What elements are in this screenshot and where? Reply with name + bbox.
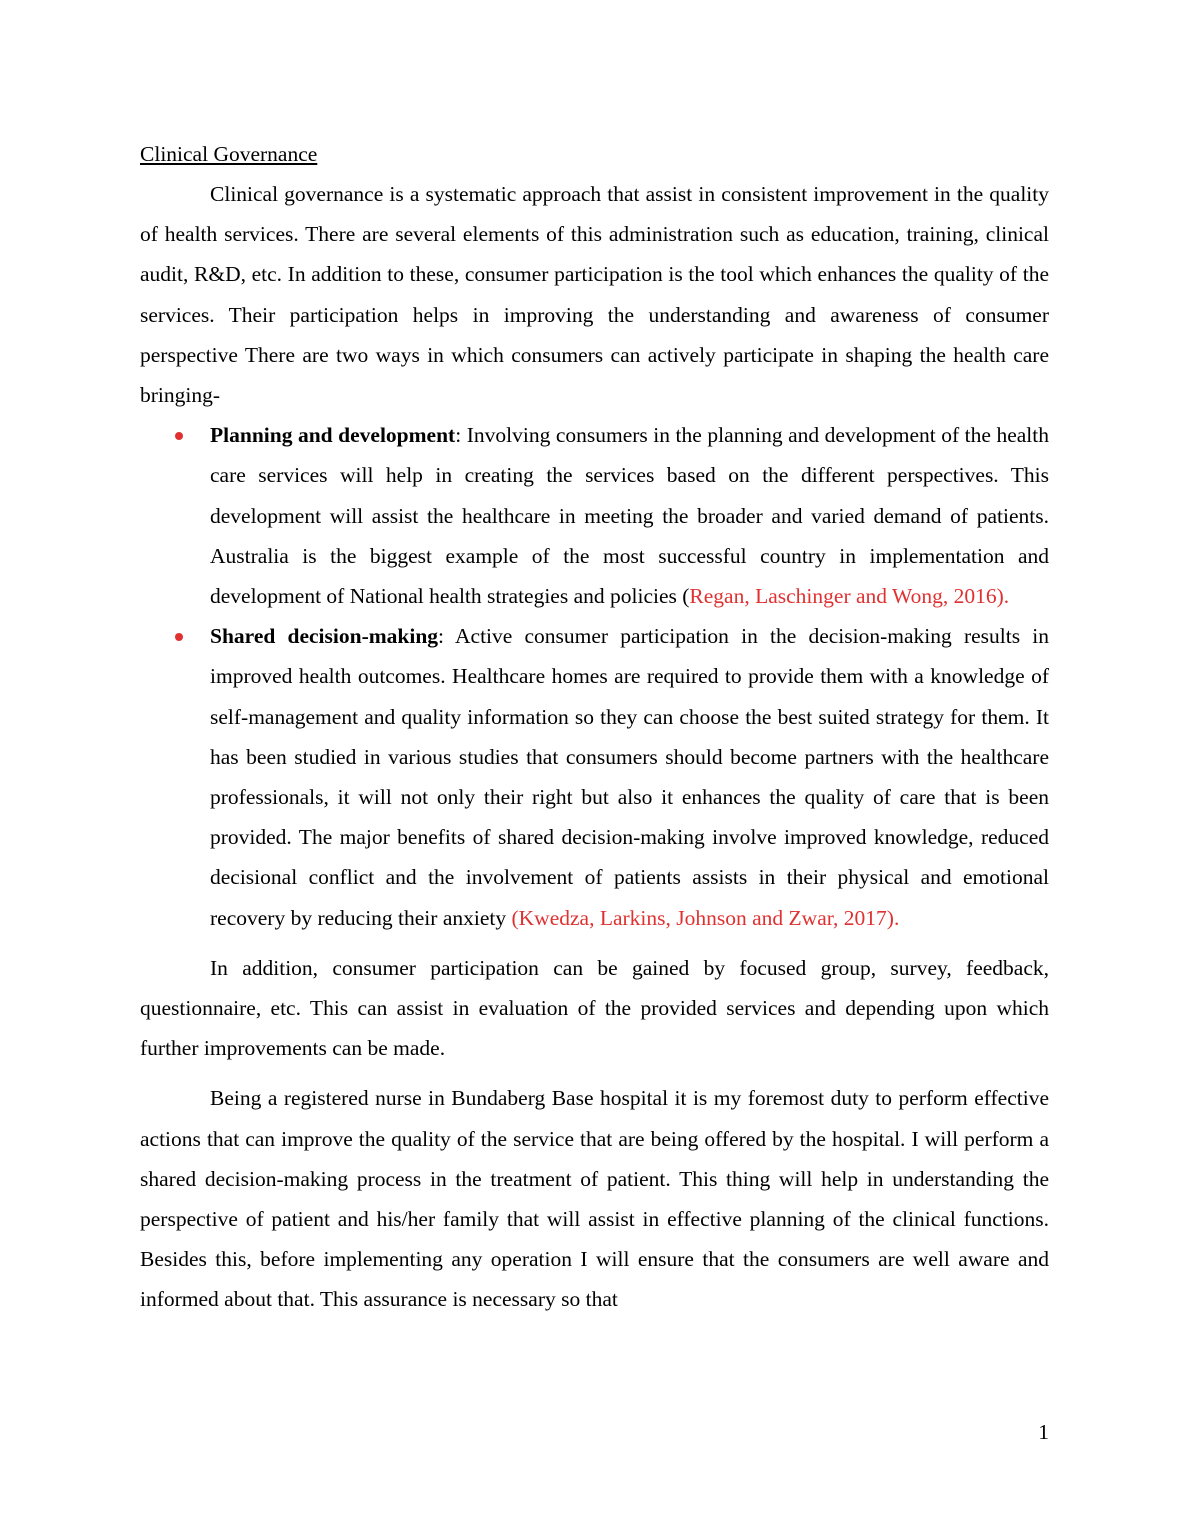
- bullet-separator: :: [438, 624, 445, 649]
- citation: Regan, Laschinger and Wong, 2016).: [689, 584, 1010, 609]
- section-heading: Clinical Governance: [140, 142, 318, 166]
- document-page: [140, 138, 1049, 1320]
- paragraph-consumer-participation: In addition, consumer participation can be gained by focused group, survey, feedback, questionnaire, etc. This can assist in evaluation of the provided services and depending upon which further improvements can be made.: [140, 955, 1049, 1061]
- bullet-dot-icon: [175, 633, 183, 641]
- bullet-list: [140, 415, 1049, 938]
- paragraph-registered-nurse: Being a registered nurse in Bundaberg Base hospital it is my foremost duty to perform effective actions that can improve the quality of the service that are being offered by the hospital. I will perform a shared decision-making process in the treatment of patient. This thing will help in understanding the perspective of patient and his/her family that will assist in effective planning of the clinical functions. Besides this, before implementing any operation I will ensure that the consumers are well aware and informed about that. This assurance is necessary so that: [140, 1086, 1049, 1312]
- bullet-body: Involving consumers in the planning and development of the health care services will help in creating the services based on the different perspectives. This development will assist the healthcare in meeting the broader and varied demand of patients. Australia is the biggest example of the most successful country in implementation and development of National health strategies and policies (: [210, 423, 1049, 609]
- bullet-item-planning: [140, 415, 1049, 616]
- bullet-separator: :: [455, 423, 462, 448]
- bullet-item-shared-decision: [140, 616, 1049, 938]
- bullet-dot-icon: [175, 432, 183, 440]
- citation: (Kwedza, Larkins, Johnson and Zwar, 2017).: [511, 905, 900, 930]
- bullet-body: Active consumer participation in the decision-making results in improved health outcomes. Healthcare homes are required to provide them with a knowledge of self-management and quality information so they can choose the best suited strategy for them. It has been studied in various studies that consumers should become partners with the healthcare professionals, it will not only their right but also it enhances the quality of care that is been provided. The major benefits of shared decision-making involve improved knowledge, reduced decisional conflict and the involvement of patients assists in their physical and emotional recovery by reducing their anxiety: [210, 624, 1049, 930]
- bullet-title: Planning and development: [210, 423, 456, 448]
- intro-paragraph: Clinical governance is a systematic approach that assist in consistent improvement in the quality of health services. There are several elements of this administration such as education, training, clinical audit, R&D, etc. In addition to these, consumer participation is the tool which enhances the quality of the services. Their participation helps in improving the understanding and awareness of consumer perspective There are two ways in which consumers can actively participate in shaping the health care bringing-: [140, 182, 1049, 408]
- bullet-title: Shared decision-making: [210, 624, 439, 649]
- page-number: 1: [1038, 1420, 1049, 1444]
